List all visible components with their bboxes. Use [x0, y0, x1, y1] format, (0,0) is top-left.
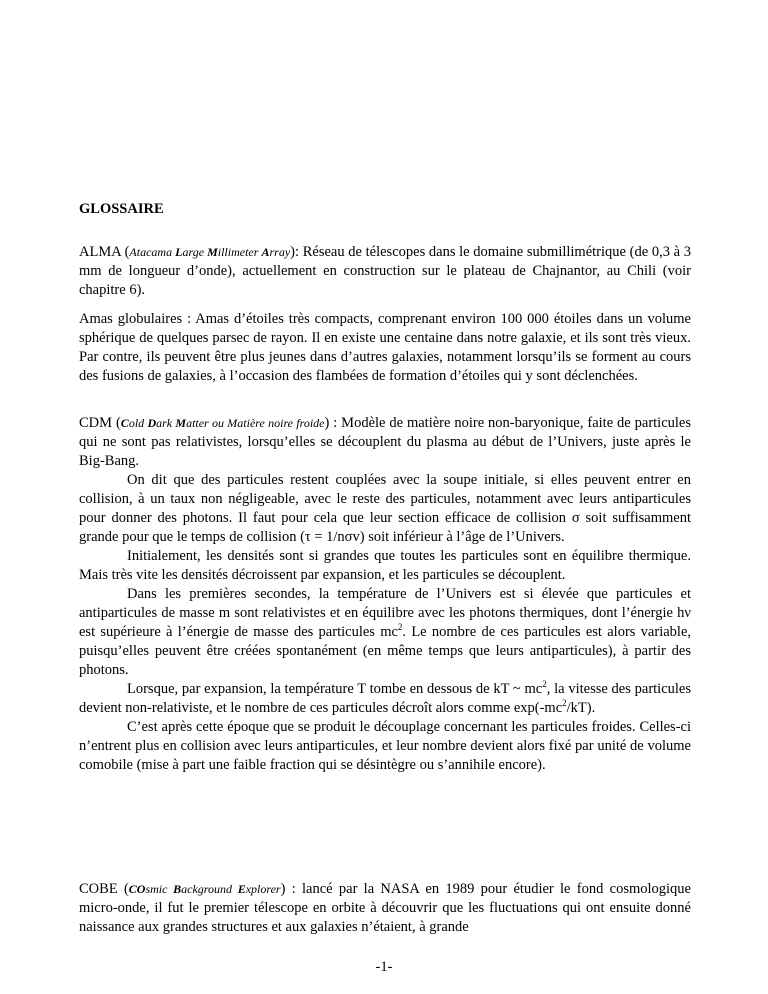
- acronym-expansion: Cold Dark Matter ou Matière noire froide: [120, 416, 325, 430]
- entry-paragraph: COBE (COsmic Background Explorer) : lancé par la NASA en 1989 pour étudier le fond cosmologique micro-onde, il fut le premier télescope en orbite à découvrir que les fluctuations qui ont ensuite donné naissance aux grandes structures et aux galaxies n’étaient, à grande: [79, 881, 691, 935]
- entry-paragraph: C’est après cette époque que se produit le découplage concernant les particules froides. Celles-ci n’entrent plus en collision avec leurs antiparticules, et leur nombre devient alors fixé par unité de volume comobile (mise à part une faible fraction qui se désintègre ou s’annihile encore).: [79, 719, 691, 773]
- entry-paragraph: CDM (Cold Dark Matter ou Matière noire froide) : Modèle de matière noire non-baryonique, faite de particules qui ne sont pas relativistes, lorsqu’elles se découplent du plasma au début de l’Univers, juste après le Big-Bang.: [79, 415, 691, 469]
- page-title: GLOSSAIRE: [79, 201, 164, 217]
- acronym-expansion: Atacama Large Millimeter Array: [129, 245, 291, 259]
- entry-definition: Modèle de matière noire non-baryonique, faite de particules qui ne sont pas relativistes, lorsqu’elles se découplent du plasma au début de l’Univers, juste après le Big-Bang.: [79, 415, 691, 469]
- glossary-entry-amas-globulaires: [79, 310, 691, 386]
- entry-paragraph: Lorsque, par expansion, la température T tombe en dessous de kT ~ $mc^2$, la vitesse des particules devient non-relativiste, et le nombre de ces particules décroît alors comme $\exp(-mc^2/kT)$.: [79, 679, 691, 716]
- entry-term: COBE: [79, 881, 118, 897]
- glossary-entry-alma: [79, 243, 691, 300]
- acronym-expansion: COsmic Background Explorer: [128, 882, 281, 896]
- entry-paragraph: Dans les premières secondes, la température de l’Univers est si élevée que particules et antiparticules de masse m sont relativistes et en équilibre avec les photons thermiques, dont l’énergie hν est supérieure à l’énergie de masse des particules $mc^2$. Le nombre de ces particules est alors variable, puisqu’elles peuvent être créées spontanément (en même temps que leurs antiparticules), à partir des photons.: [79, 586, 692, 678]
- page-number: -1-: [375, 959, 393, 975]
- entry-definition: lancé par la NASA en 1989 pour étudier le fond cosmologique micro-onde, il fut le premier télescope en orbite à découvrir que les fluctuations qui ont ensuite donné naissance aux grandes structures et aux galaxies n’étaient, à grande: [79, 881, 691, 935]
- entry-paragraph: Amas globulaires : Amas d’étoiles très compacts, comprenant environ 100 000 étoiles dans un volume sphérique de quelques parsec de rayon. Il en existe une centaine dans notre galaxie, et ils sont très vieux. Par contre, ils peuvent être plus jeunes dans d’autres galaxies, notamment lorsqu’ils se forment au cours des fusions de galaxies, à l’occasion des flambées de formation d’étoiles qui y sont déclenchées.: [79, 311, 691, 384]
- entry-paragraph: On dit que des particules restent couplées avec la soupe initiale, si elles peuvent entrer en collision, à un taux non négligeable, avec le reste des particules, notamment avec leurs antiparticules pour donner des photons. Il faut pour cela que leur section efficace de collision σ soit suffisamment grande pour que le temps de collision (τ = 1/nσv) soit inférieur à l’âge de l’Univers.: [79, 472, 691, 545]
- glossary-entry-cdm: [79, 414, 691, 775]
- entry-paragraph: Initialement, les densités sont si grandes que toutes les particules sont en équilibre thermique. Mais très vite les densités décroissent par expansion, et les particules se découplent.: [79, 548, 691, 583]
- entry-paragraph: ALMA (Atacama Large Millimeter Array): Réseau de télescopes dans le domaine submillimétrique (de 0,3 à 3 mm de longueur d’onde), actuellement en construction sur le plateau de Chajnantor, au Chili (voir chapitre 6).: [79, 244, 692, 298]
- entry-definition: Réseau de télescopes dans le domaine submillimétrique (de 0,3 à 3 mm de longueur d’onde), actuellement en construction sur le plateau de Chajnantor, au Chili (voir chapitre 6).: [79, 244, 692, 298]
- entry-term: ALMA: [79, 244, 121, 260]
- entry-term: CDM: [79, 415, 113, 431]
- glossary-entry-cobe: [79, 880, 691, 937]
